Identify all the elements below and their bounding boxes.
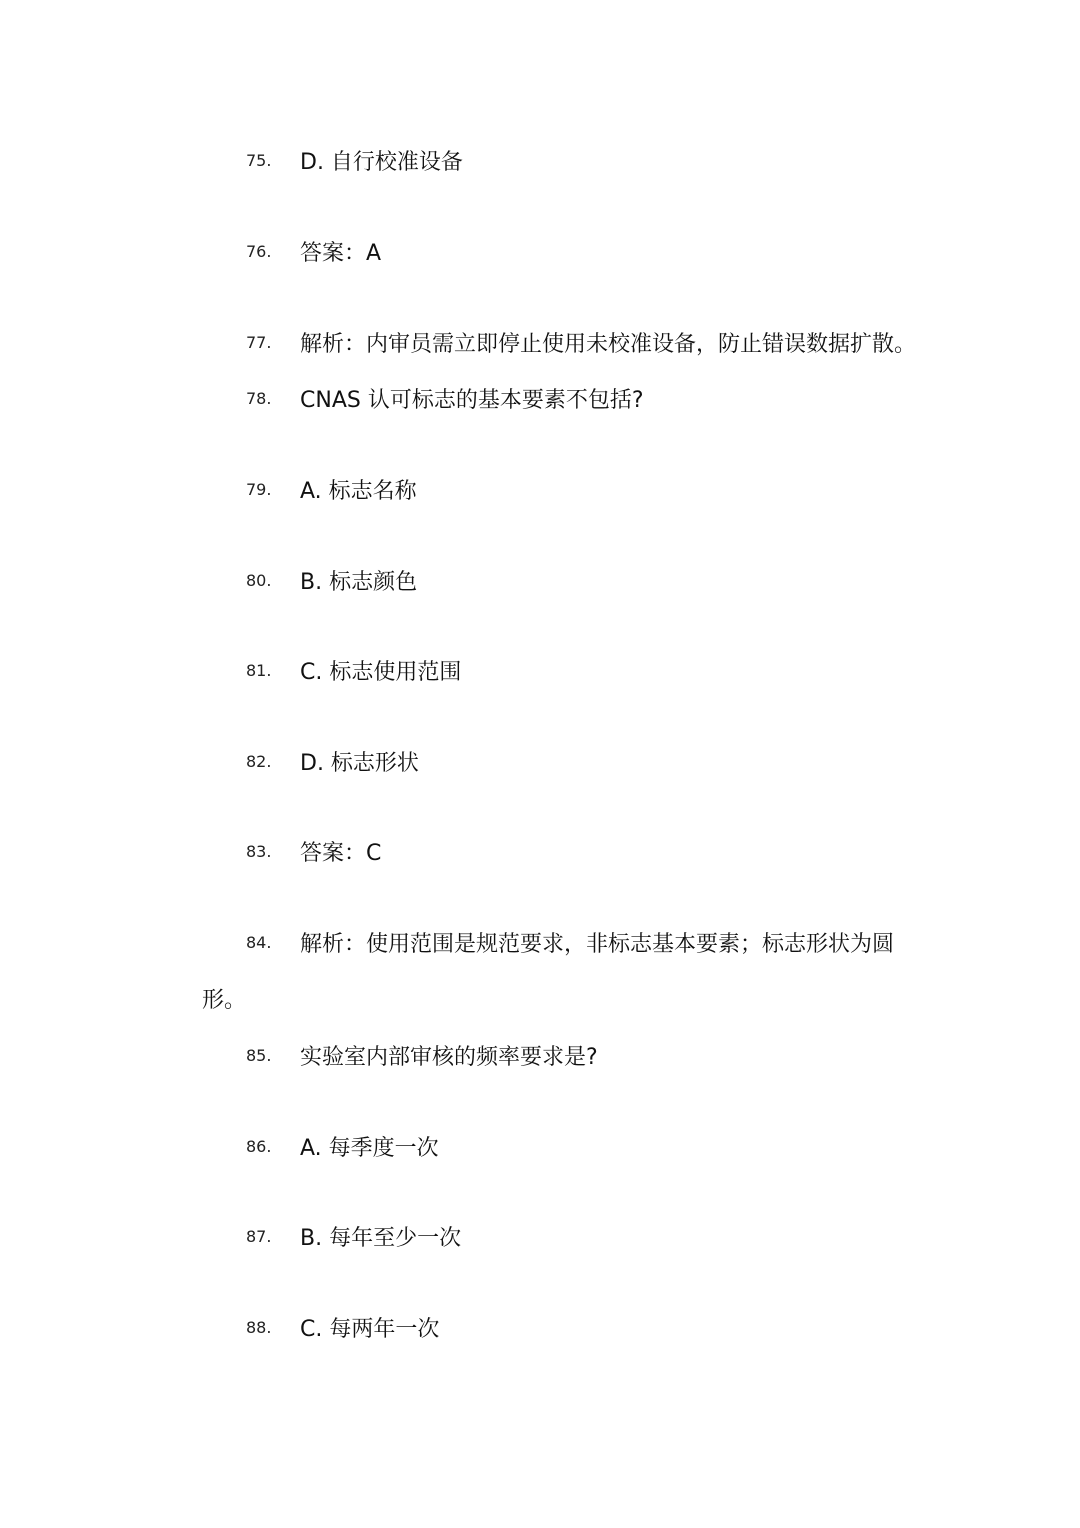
item-number: 76. bbox=[246, 241, 272, 261]
list-item bbox=[246, 922, 926, 962]
item-number: 82. bbox=[246, 751, 272, 771]
item-text: 答案：A bbox=[300, 240, 382, 266]
item-text-continuation: 形。 bbox=[202, 987, 247, 1013]
item-number: 75. bbox=[246, 150, 272, 170]
item-number: 87. bbox=[246, 1226, 272, 1246]
item-text: C. 标志使用范围 bbox=[300, 659, 462, 685]
list-item bbox=[246, 1307, 926, 1347]
item-number: 85. bbox=[246, 1045, 272, 1065]
item-text: D. 自行校准设备 bbox=[300, 149, 463, 175]
item-number: 79. bbox=[246, 479, 272, 499]
list-item bbox=[246, 378, 926, 418]
item-number: 80. bbox=[246, 570, 272, 590]
list-item bbox=[246, 741, 926, 781]
item-number: 83. bbox=[246, 841, 272, 861]
item-text: 实验室内部审核的频率要求是? bbox=[300, 1044, 598, 1070]
list-item bbox=[246, 231, 926, 271]
item-number: 88. bbox=[246, 1317, 272, 1337]
list-item bbox=[246, 1035, 926, 1075]
item-number: 84. bbox=[246, 932, 272, 952]
item-text: A. 每季度一次 bbox=[300, 1135, 439, 1161]
item-number: 86. bbox=[246, 1136, 272, 1156]
list-item bbox=[246, 650, 926, 690]
item-text: D. 标志形状 bbox=[300, 750, 419, 776]
list-item bbox=[246, 1216, 926, 1256]
item-text: 解析：使用范围是规范要求，非标志基本要素；标志形状为圆 bbox=[300, 931, 895, 957]
item-text: B. 标志颜色 bbox=[300, 569, 418, 595]
item-text: 答案：C bbox=[300, 840, 382, 866]
item-text: A. 标志名称 bbox=[300, 478, 417, 504]
item-text: B. 每年至少一次 bbox=[300, 1225, 462, 1251]
item-number: 77. bbox=[246, 332, 272, 352]
list-item bbox=[246, 322, 926, 362]
list-item bbox=[246, 831, 926, 871]
item-text: CNAS 认可标志的基本要素不包括? bbox=[300, 387, 644, 413]
item-text: 解析：内审员需立即停止使用未校准设备，防止错误数据扩散。 bbox=[300, 331, 917, 357]
list-item bbox=[246, 469, 926, 509]
list-item bbox=[246, 560, 926, 600]
list-item bbox=[246, 140, 926, 180]
item-number: 81. bbox=[246, 660, 272, 680]
item-text: C. 每两年一次 bbox=[300, 1316, 440, 1342]
list-item bbox=[246, 1126, 926, 1166]
item-number: 78. bbox=[246, 388, 272, 408]
